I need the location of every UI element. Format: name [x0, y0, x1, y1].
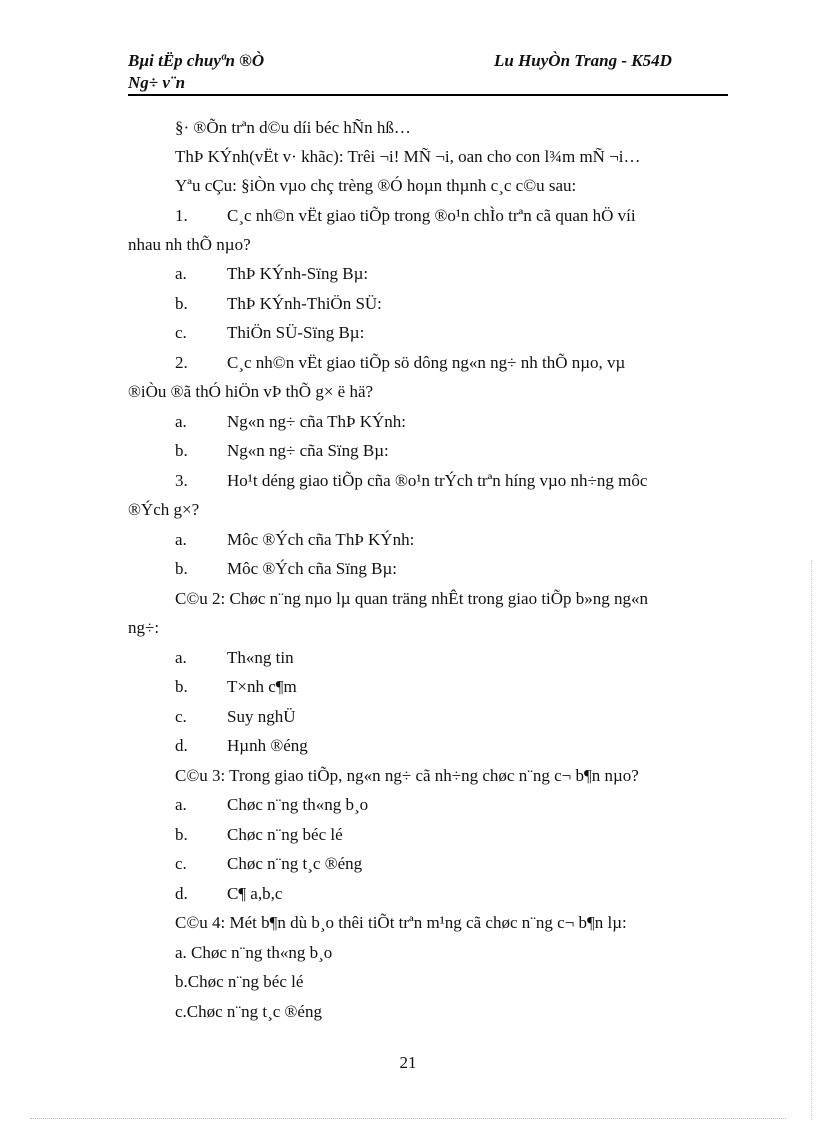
page-right-border [811, 560, 812, 1120]
option-item: c. ThiÖn SÜ-Sïng Bµ: [175, 323, 365, 342]
option-item: b.Chøc n¨ng béc lé [175, 972, 304, 991]
option-item: a. Môc ®Ých cña ThÞ KÝnh: [175, 530, 415, 549]
option-item: a. ThÞ KÝnh-Sïng Bµ: [175, 264, 369, 283]
instruction-line: Yªu cÇu: §iÒn vµo chç trèng ®Ó hoµn thµnh c¸c c©u sau: [175, 176, 577, 195]
question-1 [128, 204, 728, 228]
question-1-continuation: nhau nh thÕ nµo? [128, 235, 251, 254]
option-item: a. Th«ng tin [175, 648, 294, 667]
question-2-continuation: ®iÒu ®ã thÓ hiÖn vÞ thÕ g× ë hä? [128, 382, 374, 401]
question-c4: C©u 4: Mét b¶n dù b¸o thêi tiÕt trªn m¹ng cã chøc n¨ng c¬ b¶n lµ: [175, 913, 627, 932]
option-item: b. Ng«n ng÷ cña Sïng Bµ: [175, 441, 389, 460]
question-text: C¸c nh©n vËt giao tiÕp trong ®o¹n chÌo trªn cã quan hÖ víi [227, 206, 636, 225]
option-item: d. Hµnh ®éng [175, 736, 308, 755]
option-item: b. ThÞ KÝnh-ThiÖn SÜ: [175, 294, 382, 313]
page-number: 21 [399, 1053, 417, 1072]
dialogue-line-2: ThÞ KÝnh(vËt v· khãc): Trêi ¬i! MÑ ¬i, oan cho con l¾m mÑ ¬i… [175, 147, 641, 166]
option-item: b. Chøc n¨ng béc lé [175, 825, 343, 844]
option-item: b. Môc ®Ých cña Sïng Bµ: [175, 559, 398, 578]
header-left-line2: Ng÷ v¨n [128, 73, 186, 92]
option-item: d. C¶ a,b,c [175, 884, 283, 903]
question-3: 3. Ho¹t déng giao tiÕp cña ®o¹n trÝch trªn híng vµo nh÷ng môc [175, 471, 648, 490]
option-item: b. T×nh c¶m [175, 677, 297, 696]
question-c2: C©u 2: Chøc n¨ng nµo lµ quan träng nhÊt trong giao tiÕp b»ng ng«n [175, 589, 649, 608]
header-left-line1: Bµi tËp chuyªn ®Ò [128, 51, 265, 70]
question-c2-continuation: ng÷: [128, 618, 160, 637]
option-item: a. Chøc n¨ng th«ng b¸o [175, 943, 333, 962]
header-left [128, 50, 264, 94]
option-item: a. Ng«n ng÷ cña ThÞ KÝnh: [175, 412, 407, 431]
option-item: c.Chøc n¨ng t¸c ®éng [175, 1002, 322, 1021]
question-2: 2. C¸c nh©n vËt giao tiÕp sö dông ng«n ng÷ nh thÕ nµo, vµ [175, 353, 626, 372]
option-item: c. Chøc n¨ng t¸c ®éng [175, 854, 363, 873]
question-3-continuation: ®Ých g×? [128, 500, 200, 519]
header-author: Lu HuyÒn Trang - K54D [494, 51, 672, 70]
question-number: 1. [175, 206, 188, 225]
page-bottom-border [30, 1118, 786, 1119]
option-item: c. Suy nghÜ [175, 707, 296, 726]
dialogue-line-1: §· ®Õn trªn d©u díi béc hÑn hß… [175, 118, 411, 137]
page-header [128, 48, 728, 96]
option-item: a. Chøc n¨ng th«ng b¸o [175, 795, 369, 814]
question-c3: C©u 3: Trong giao tiÕp, ng«n ng÷ cã nh÷ng chøc n¨ng c¬ b¶n nµo? [175, 766, 639, 785]
